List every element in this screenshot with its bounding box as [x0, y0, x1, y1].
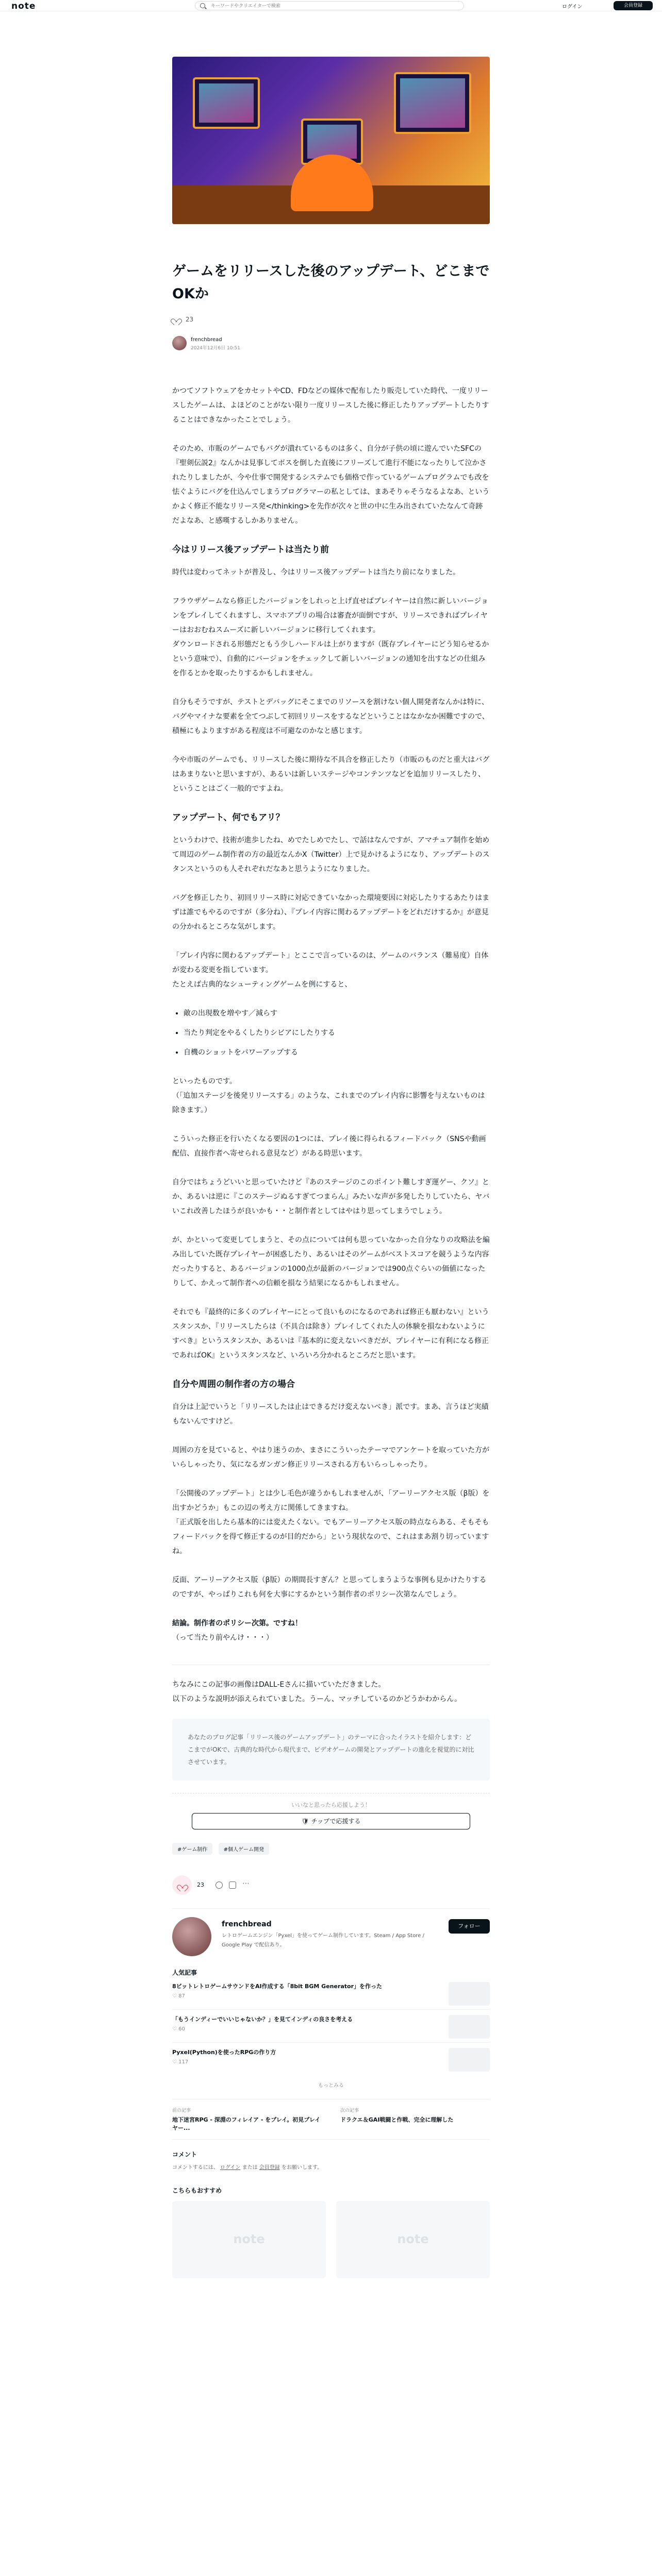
popular-likes: ♡ 87 [172, 1993, 185, 1999]
paragraph: かつてソフトウェアをカセットやCD、FDなどの媒体で配布したり販売していた時代、一度リリースしたゲームは、よほどのことがない限り一度リリースした後に修正したりアップデートしたりすることはできなかったことでしょう。 [172, 387, 489, 424]
like-count: 23 [185, 315, 194, 323]
bottom-like-count: 23 [197, 1882, 204, 1888]
like-row[interactable] [172, 315, 193, 326]
bottom-actions [172, 1875, 490, 1896]
profile-name[interactable]: frenchbread [222, 1920, 272, 1928]
paragraph: フラウザゲームなら修正したバージョンをしれっと上げ直せばプレイヤーは自然に新しいバージョンをプレイしてくれますし、スマホアプリの場合は審査が面倒ですが、リリースできればプレイヤーはおおむねスムーズに新しいバージョンに移行してくれます。 [172, 597, 489, 634]
paragraph: たとえば古典的なシューティングゲームを例にすると、 [172, 980, 352, 989]
bullet-list [172, 1006, 490, 1060]
paragraph: 「公開後のアップデート」とは少し毛色が違うかもしれませんが、「アーリーアクセス版（β版）を出すかどうか」もこの辺の考え方に関係してきますね。 [172, 1489, 490, 1512]
popular-title[interactable]: 「もうインディーでいいじゃないか？」を見てインディの良さを考える [172, 2016, 353, 2023]
popular-title[interactable]: Pyxel(Python)を使ったRPGの作り方 [172, 2049, 276, 2056]
popular-likes: ♡ 117 [172, 2059, 189, 2065]
paragraph: 自分は上記でいうと「リリースしたは止はできるだけ変えないべき」派です。まあ、言うほど実績もないんですけど。 [172, 1403, 489, 1426]
paragraph: が、かといって変更してしまうと、その点については何も思っていなかった自分なりの攻略法を編み出していた既存プレイヤーが困惑したり、あるいはそのゲームがベストスコアを競うような内容だったりすると、あるバージョンの1000点が最新のバージョンでは900点ぐらいの価値になったりして、かえって制作者への信頼を損なう結果になるかもしれません。 [172, 1236, 490, 1287]
article-title: ゲームをリリースした後のアップデート、どこまでOKか [172, 263, 490, 302]
follow-button[interactable]: フォロー [449, 1919, 490, 1934]
prev-label: 前の記事 [172, 2108, 191, 2113]
article-nav [172, 2099, 490, 2140]
paragraph: 今や市販のゲームでも、リリースした後に期待な不具合を修正したり（市販のものだと重大はバグはあまりないと思いますが）、あるいは新しいステージやコンテンツなどを追加リリースしたり、ということはごく一般的ですよね。 [172, 756, 490, 793]
paragraph: ちなみにこの記事の画像はDALL-Eさんに描いていただきました。 [172, 1681, 386, 1689]
comments-prompt: コメントするには、 ログイン または 会員登録 をお願いします。 [172, 2165, 323, 2171]
next-label: 次の記事 [340, 2108, 359, 2113]
paragraph: 自分もそうですが、テストとデバッグにそこまでのリソースを割けない個人開発者なんかは特に、バグやマイナな要素を全てつぶして初回リリースをするなどということはなかなか困難ですので、積極にもよりますがある程度は不可避なのかなと感じます。 [172, 698, 489, 735]
section-heading: 今はリリース後アップデートは当たり前 [172, 545, 329, 555]
comment-signup-link[interactable]: 会員登録 [259, 2165, 280, 2171]
comment-login-link[interactable]: ログイン [220, 2165, 241, 2171]
popular-thumb [449, 2048, 490, 2072]
article-body [172, 384, 490, 1659]
modern-monitor-illustration [394, 72, 471, 134]
popular-heading: 人気記事 [172, 1969, 197, 1976]
search-input[interactable] [211, 3, 453, 9]
list-item: • 当たり判定をやるくしたりシビアにしたりする [184, 1026, 490, 1040]
login-button[interactable]: ログイン [562, 4, 583, 10]
share-icon[interactable] [229, 1882, 236, 1889]
paragraph: それでも『最終的に多くのプレイヤーにとって良いものになるのであれば修正も厭わない』というスタンスか、『リリースしたらは（不具合は除き）プレイしてくれた人の体験を損なわないようにすべき』というスタンスか、あるいは『基本的に変えないべきだが、プレイヤーに有利になる修正であればOK』というスタンスなど、いろいろ分かれるところだと思います。 [172, 1308, 489, 1360]
note-logo-placeholder: note [233, 2232, 265, 2246]
comments-section [172, 2150, 490, 2171]
paragraph: 周囲の方を見ていると、やはり迷うのか、まさにこういったテーマでアンケートを取っていた方がいらしゃったり、気になるガンガン修正リリースされる方もいらっしゃったり。 [172, 1446, 490, 1469]
popular-title[interactable]: 8ビットレトロゲームサウンドをAI作成する「8bit BGM Generator」を作った [172, 1983, 383, 1990]
signup-button[interactable]: 会員登録 [614, 1, 653, 10]
paragraph: 「プレイ内容に関わるアップデート」とここで言っているのは、ゲームのバランス（難易度）自体が変わる変更を指しています。 [172, 952, 489, 974]
list-item[interactable] [172, 2015, 490, 2043]
prompt-quote [172, 1719, 490, 1781]
top-header [0, 0, 662, 11]
paragraph: 時代は変わってネットが普及し、今はリリース後アップデートは当たり前になりました。 [172, 568, 460, 577]
paragraph: バグを修正したり、初回リリース時に対応できていなかった環境要因に対応したりするあたりはまずは誰でもやるのですが（多分ね）、『プレイ内容に関わるアップデートをどれだけするか』が意見の分かれるところな気がします。 [172, 894, 490, 931]
popular-thumb [449, 2015, 490, 2039]
tip-icon: 🛡 [301, 1818, 311, 1825]
article-footer [172, 1665, 490, 2278]
hero-illustration [172, 57, 490, 224]
paragraph: 「正式版を出したら基本的には変えたくない。でもアーリーアクセス版の時点ならある、そもそもフィードバックを得て修正するのが目的だから」という現状なので、これはまあ割り切っていますね。 [172, 1518, 489, 1555]
note-logo-placeholder: note [397, 2232, 429, 2246]
search-icon [200, 3, 205, 8]
comment-icon[interactable] [216, 1882, 223, 1889]
next-title[interactable]: ドラクエ＆GAI戦闘と作戦、完全に理解した [340, 2116, 454, 2123]
bottom-like-button[interactable] [172, 1875, 192, 1895]
comments-heading: コメント [172, 2151, 197, 2158]
recommend-card[interactable] [172, 2201, 326, 2278]
paragraph: こういった修正を行いたくなる要因の1つには、プレイ後に得られるフィードバック（SNSや動画配信、直接作者へ寄せられる意見など）がある時思います。 [172, 1135, 486, 1158]
paragraph: 反面、アーリーアクセス版（β版）の期間長すぎん？と思ってしまうような事例も見かけたりするのですが、やっぱりこれも何を大事にするかという制作者のポリシー次第なんでしょう。 [172, 1576, 487, 1599]
more-icon[interactable] [242, 1882, 250, 1889]
list-item[interactable] [172, 1982, 490, 2010]
recommend-heading: こちらもおすすめ [172, 2187, 222, 2194]
support-box [172, 1793, 490, 1829]
profile-avatar[interactable] [172, 1917, 211, 1956]
popular-likes: ♡ 60 [172, 2026, 185, 2032]
paragraph: 以下のような説明が添えられていました。うーん、マッチしているのかどうかわからん。 [172, 1695, 462, 1703]
paragraph: （って当たり前やんけ・・・） [172, 1634, 273, 1642]
more-link[interactable]: もっとみる [318, 2083, 344, 2089]
tag[interactable]: #ゲーム制作 [172, 1843, 212, 1855]
section-heading: 自分や周囲の制作者の方の場合 [172, 1379, 295, 1389]
tip-button[interactable] [192, 1813, 470, 1829]
paragraph: 自分ではちょうどいいと思っていたけど『あのステージのこのポイント難しすぎ運ゲー、クソ』とか、あるいは逆に『このステージぬるすぎてつまらん』みたいな声が多発したりしていたら、ヤバいこれ改善したほうが良いかも・・と制作者としてはやはり思ってしまうでしょう。 [172, 1178, 490, 1215]
prompt-text: あなたのブログ記事「リリース後のゲームアップデート」のテーマに合ったイラストを紹介します：どこまでがOKで、古典的な時代から現代まで、ビデオゲームの開発とアップデートの進化を視覚的に対比させています。 [188, 1734, 474, 1766]
paragraph: （「追加ステージを後発リリースする」のような、これまでのプレイ内容に影響を与えないものは除きます。） [172, 1092, 485, 1114]
publish-date: 2024年12月6日 10:51 [191, 346, 240, 351]
next-article[interactable] [340, 2107, 490, 2132]
support-text: いいなと思ったら応援しよう！ [291, 1802, 371, 1808]
paragraph: といったものです。 [172, 1077, 237, 1086]
prev-title[interactable]: 地下迷宮RPG - 深淵のフィレイア - をプレイ。初見プレイヤー... [172, 2116, 321, 2131]
author-avatar[interactable] [172, 336, 187, 350]
section-heading: アップデート、何でもアリ？ [172, 812, 285, 823]
popular-section [172, 1968, 490, 2089]
tags [172, 1843, 490, 1855]
paragraph: ダウンロードされる形態だともう少しハードルは上がりますが（既存プレイヤーにどう知らせるかという意味で）、自動的にバージョンをチェックして新しいバージョンの通知を出すなどの仕組みを作るとかを取ったりするかもしれません。 [172, 640, 489, 677]
paragraph: そのため、市販のゲームでもバグが潰れているものは多く、自分が子供の頃に遊んでいたSFCの『聖剣伝説2』なんかは見事してボスを倒した直後にフリーズして進行不能になったりして泣かされたりしましたが、今や仕事で開発するシステムでも価格で作っているゲームプログラムでも改を怯ぐようにバグを仕込んでしまうプログラマーの私としては、まあそりゃそうなるよなあ、というかよく修正不能なリリース発</thinking>を先作が次々と世の中に生み出されていたなんて奇跡だよなあ、と感嘆するしかありません。 [172, 445, 490, 525]
tip-button-label: チップで応援する [311, 1818, 361, 1825]
tag[interactable]: #個人ゲーム開発 [219, 1843, 269, 1855]
recommend-section [172, 2186, 490, 2278]
list-item: • 自機のショットをパワーアップする [184, 1045, 490, 1060]
paragraph-bold: 結論。制作者のポリシー次第。ですね！ [172, 1619, 302, 1628]
heart-icon[interactable] [172, 316, 179, 323]
list-item: • 敵の出現数を増やす／減らす [184, 1006, 490, 1021]
prev-article[interactable] [172, 2107, 322, 2132]
popular-thumb [449, 1982, 490, 2006]
paragraph: というわけで、技術が進歩したね、めでたしめでたし、で話はなんですが、アマチュア制作を始めて周辺のゲーム制作者の方の最近なんかX（Twitter）上で見かけるようになり、アップデートのスタンスというのも人それぞれだなあと思うようになりました。 [172, 836, 490, 873]
recommend-card[interactable] [336, 2201, 490, 2278]
profile-bio: レトロゲームエンジン「Pyxel」を使ってゲーム制作しています。Steam / App Store / Google Play で配信あり。 [222, 1933, 424, 1948]
retro-monitor-illustration [193, 77, 260, 129]
heart-icon [178, 1882, 186, 1889]
note-logo[interactable]: note [11, 1, 36, 11]
author-name[interactable]: frenchbread [191, 337, 222, 343]
profile-card [172, 1908, 490, 1960]
search-box[interactable] [195, 1, 464, 10]
list-item[interactable] [172, 2048, 490, 2076]
